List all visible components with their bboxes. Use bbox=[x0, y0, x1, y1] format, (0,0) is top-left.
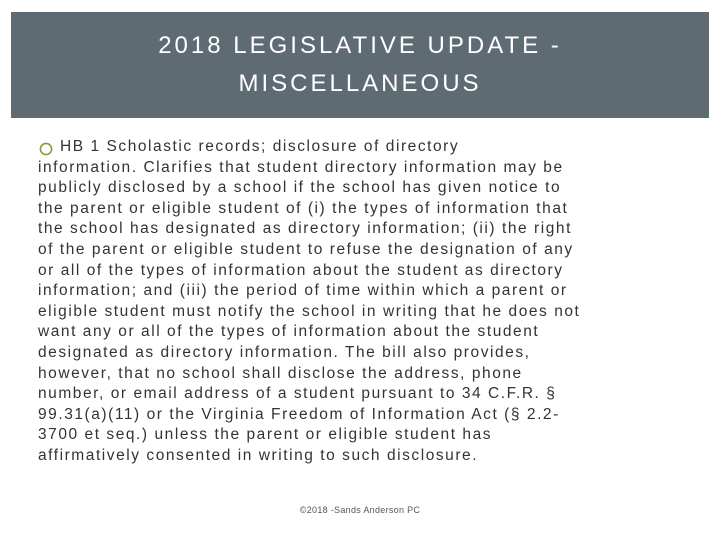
slide-title-bar bbox=[11, 12, 709, 118]
paragraph-line: information. Clarifies that student directory information may be bbox=[38, 158, 564, 176]
paragraph-line: 99.31(a)(11) or the Virginia Freedom of Information Act (§ 2.2- bbox=[38, 405, 560, 423]
paragraph-line: of the parent or eligible student to refuse the designation of any bbox=[38, 240, 574, 258]
paragraph-line: designated as directory information. The bill also provides, bbox=[38, 343, 531, 361]
slide-body bbox=[38, 137, 686, 467]
open-circle-bullet-icon bbox=[38, 141, 54, 157]
bullet-item bbox=[38, 137, 686, 467]
paragraph-line: or all of the types of information about the student as directory bbox=[38, 261, 564, 279]
paragraph-line: the school has designated as directory information; (ii) the right bbox=[38, 220, 572, 238]
paragraph-line: information; and (iii) the period of time within which a parent or bbox=[38, 282, 568, 300]
paragraph-line: the parent or eligible student of (i) the types of information that bbox=[38, 199, 569, 217]
paragraph-line: eligible student must notify the school in writing that he does not bbox=[38, 302, 581, 320]
paragraph-line: publicly disclosed by a school if the school has given notice to bbox=[38, 179, 562, 197]
paragraph-line: 3700 et seq.) unless the parent or eligible student has bbox=[38, 426, 493, 444]
paragraph-line: HB 1 Scholastic records; disclosure of directory bbox=[60, 138, 460, 155]
paragraph-line: affirmatively consented in writing to such disclosure. bbox=[38, 446, 479, 464]
slide-title-line-2: MISCELLANEOUS bbox=[238, 70, 482, 97]
bullet-paragraph bbox=[38, 137, 686, 467]
paragraph-line: however, that no school shall disclose the address, phone bbox=[38, 364, 523, 382]
footer-copyright: ©2018 -Sands Anderson PC bbox=[299, 505, 421, 515]
paragraph-line: number, or email address of a student pursuant to 34 C.F.R. § bbox=[38, 385, 557, 403]
slide-title-line-1: 2018 LEGISLATIVE UPDATE - bbox=[158, 32, 562, 59]
paragraph-line: want any or all of the types of information about the student bbox=[38, 323, 540, 341]
